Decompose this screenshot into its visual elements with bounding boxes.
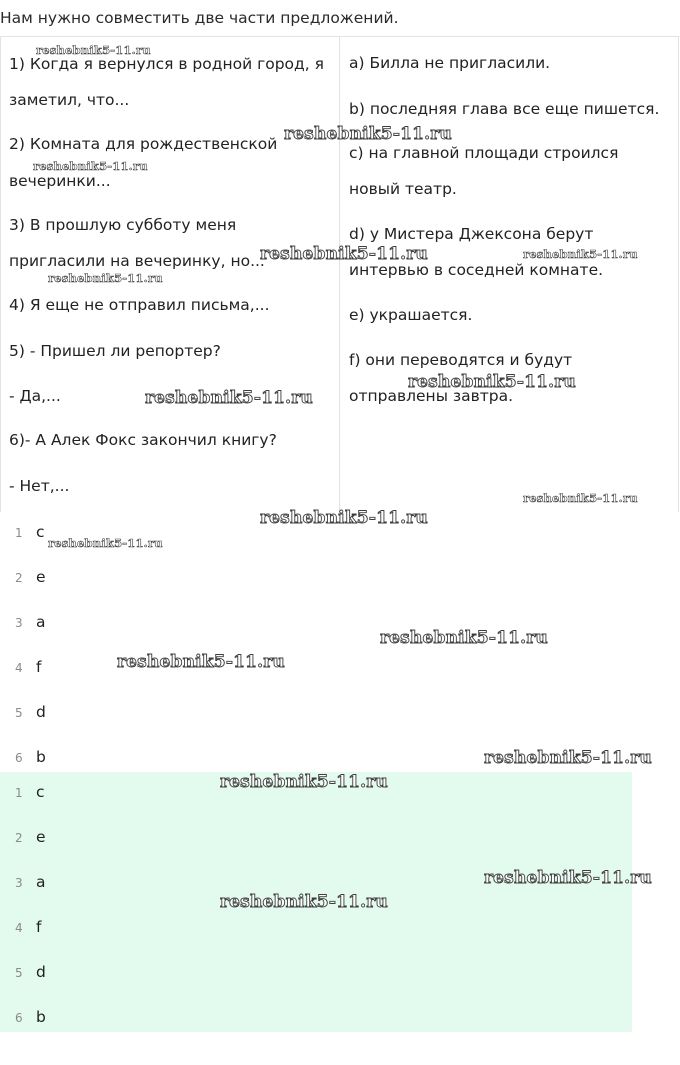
answer-value: d [36, 703, 46, 721]
answer-number: 6 [15, 751, 23, 765]
answer-value: e [36, 568, 46, 586]
answer-row [0, 823, 632, 853]
watermark-text: reshebnik5-11.ru [484, 748, 652, 768]
watermark-text: reshebnik5-11.ru [220, 892, 388, 912]
left-line: заметил, что... [9, 91, 130, 109]
watermark-text: reshebnik5-11.ru [220, 772, 388, 792]
right-line: f) они переводятся и будут [349, 351, 573, 369]
watermark-text: reshebnik5-11.ru [36, 43, 151, 57]
answer-number: 4 [15, 921, 23, 935]
answer-value: e [36, 828, 46, 846]
left-line: 2) Комната для рождественской [9, 135, 278, 153]
answer-number: 3 [15, 616, 23, 630]
right-line: новый театр. [349, 180, 457, 198]
answer-row [0, 698, 632, 728]
left-line: 6)- А Алек Фокс закончил книгу? [9, 431, 277, 449]
left-line: 4) Я еще не отправил письма,... [9, 296, 270, 314]
answer-row [0, 1003, 632, 1033]
watermark-text: reshebnik5-11.ru [260, 508, 428, 528]
watermark-text: reshebnik5-11.ru [48, 271, 163, 285]
answer-row [0, 743, 632, 773]
watermark-text: reshebnik5-11.ru [284, 124, 452, 144]
answer-row [0, 518, 632, 548]
left-line: - Да,... [9, 387, 61, 405]
answer-number: 2 [15, 831, 23, 845]
left-line: 3) В прошлую субботу меня [9, 216, 237, 234]
right-line: d) у Мистера Джексона берут [349, 225, 594, 243]
answer-number: 6 [15, 1011, 23, 1025]
answer-value: c [36, 783, 45, 801]
right-line: интервью в соседней комнате. [349, 261, 604, 279]
instruction-text: Нам нужно совместить две части предложений. [0, 9, 399, 27]
answer-number: 5 [15, 966, 23, 980]
answer-value: b [36, 748, 46, 766]
answer-row [0, 778, 632, 808]
watermark-text: reshebnik5-11.ru [484, 868, 652, 888]
answer-number: 5 [15, 706, 23, 720]
answer-number: 1 [15, 526, 23, 540]
right-line: b) последняя глава все еще пишется. [349, 100, 660, 118]
answer-value: a [36, 873, 46, 891]
left-line: пригласили на вечеринку, но... [9, 252, 265, 270]
watermark-text: reshebnik5-11.ru [523, 247, 638, 261]
answer-row [0, 958, 632, 988]
answer-list-highlighted [0, 772, 632, 1032]
column-divider [339, 37, 340, 512]
answer-number: 1 [15, 786, 23, 800]
answer-row [0, 868, 632, 898]
answer-number: 4 [15, 661, 23, 675]
watermark-text: reshebnik5-11.ru [523, 491, 638, 505]
answer-value: c [36, 523, 45, 541]
answer-value: f [36, 918, 42, 936]
right-line: c) на главной площади строился [349, 144, 619, 162]
right-line: a) Билла не пригласили. [349, 54, 551, 72]
left-line: 1) Когда я вернулся в родной город, я [9, 55, 324, 73]
watermark-text: reshebnik5-11.ru [260, 244, 428, 264]
matching-table [0, 36, 679, 512]
answer-row [0, 653, 632, 683]
answer-row [0, 608, 632, 638]
watermark-text: reshebnik5-11.ru [380, 628, 548, 648]
watermark-text: reshebnik5-11.ru [408, 372, 576, 392]
left-line: - Нет,... [9, 477, 70, 495]
answer-number: 2 [15, 571, 23, 585]
answer-row [0, 563, 632, 593]
watermark-text: reshebnik5-11.ru [145, 388, 313, 408]
watermark-text: reshebnik5-11.ru [117, 652, 285, 672]
watermark-text: reshebnik5-11.ru [48, 536, 163, 550]
right-line: e) украшается. [349, 306, 473, 324]
watermark-text: reshebnik5-11.ru [33, 159, 148, 173]
left-line: 5) - Пришел ли репортер? [9, 342, 221, 360]
answer-value: d [36, 963, 46, 981]
left-line: вечеринки... [9, 172, 111, 190]
right-line: отправлены завтра. [349, 387, 514, 405]
answer-value: f [36, 658, 42, 676]
answer-row [0, 913, 632, 943]
answer-value: a [36, 613, 46, 631]
answer-number: 3 [15, 876, 23, 890]
answer-value: b [36, 1008, 46, 1026]
